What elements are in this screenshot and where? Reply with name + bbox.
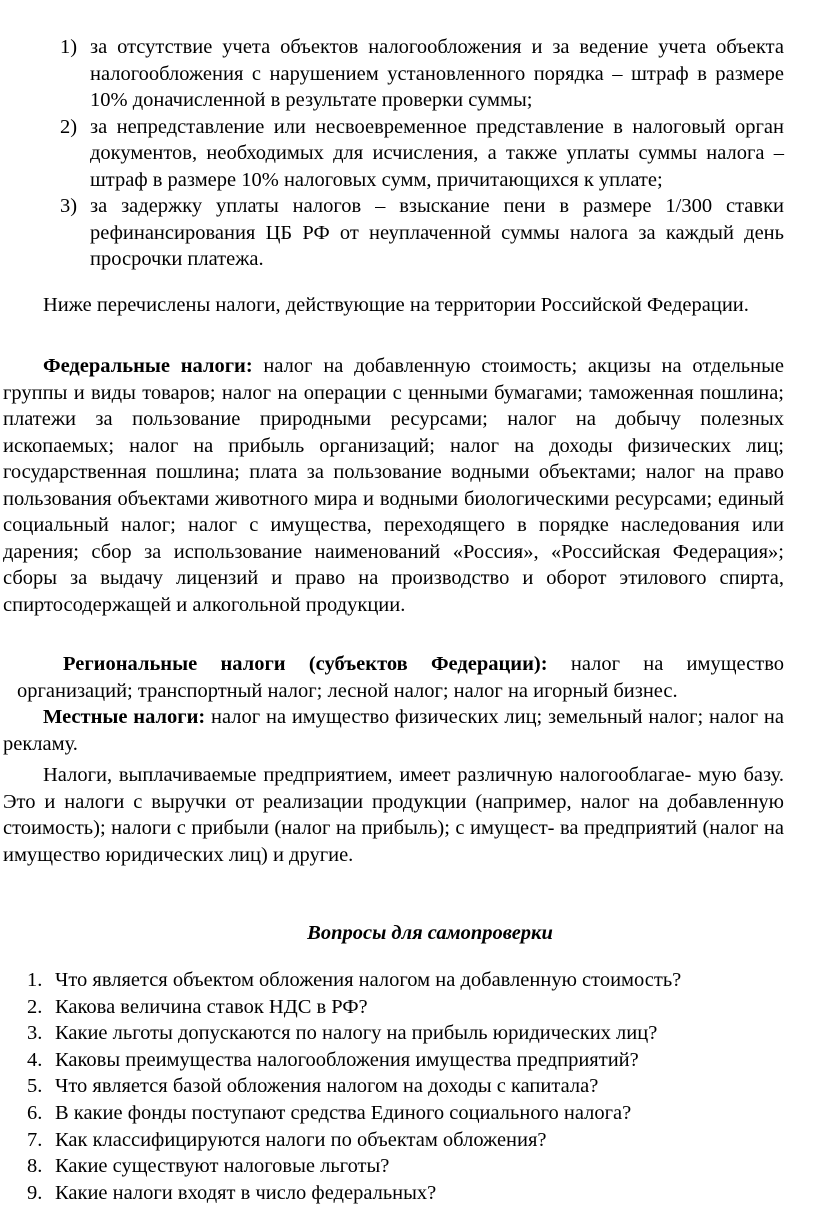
question-item bbox=[27, 1127, 787, 1154]
penalties-list bbox=[60, 34, 784, 273]
question-number: 5. bbox=[27, 1075, 43, 1098]
question-item bbox=[27, 994, 787, 1021]
local-taxes-text: налог на имущество физических лиц; земельный налог; налог на рекламу. bbox=[3, 706, 784, 755]
list-item-text: за отсутствие учета объектов налогообложения и за ведение учета объекта налогообложения с нарушением установленного порядка – штраф в размере 10% доначисленной в результате проверки суммы; bbox=[90, 36, 784, 111]
question-text: Каковы преимущества налогообложения имущества предприятий? bbox=[55, 1048, 639, 1071]
federal-taxes-text: налог на добавленную стоимость; акцизы на отдельные группы и виды товаров; налог на операции с ценными бумагами; таможенная пошлина; платежи за пользование природными ресурсами; налог на добычу полезных ископаемых; налог на прибыль организаций; налог на доходы физических лиц; государственная пошлина; плата за пользование водными объектами; налог на право пользования объектами животного мира и водными биологическими ресурсами; единый социальный налог; налог с имущества, переходящего в порядке наследования или дарения; сбор за использование наименований «Россия», «Российская Федерация»; сборы за выдачу лицензий и право на производство и оборот этилового спирта, спиртосодержащей и алкогольной продукции. bbox=[3, 355, 784, 616]
local-taxes-label: Местные налоги: bbox=[43, 706, 206, 728]
question-text: Что является объектом обложения налогом на добавленную стоимость? bbox=[55, 969, 682, 991]
list-item-text: за задержку уплаты налогов – взыскание пени в размере 1/300 ставки рефинансирования ЦБ РФ от неуплаченной суммы налога за каждый день просрочки платежа. bbox=[90, 195, 784, 270]
question-number: 6. bbox=[27, 1101, 43, 1124]
list-item bbox=[60, 114, 784, 194]
federal-taxes-paragraph bbox=[3, 353, 784, 618]
list-item-text: за непредставление или несвоевременное представление в налоговый орган документов, необходимых для исчисления, а также уплаты суммы налога – штраф в размере 10% налоговых сумм, причитающихся к уплате; bbox=[90, 115, 784, 191]
question-number: 8. bbox=[27, 1155, 43, 1178]
tax-base-paragraph: Налоги, выплачиваемые предприятием, имеет различную налогооблагае- мую базу. Это и налоги с выручки от реализации продукции (например, налог на добавленную стоимость); налоги с прибыли (налог на прибыль); с имущест- ва предприятий (налог на имущество юридических лиц) и другие. bbox=[3, 764, 784, 866]
question-number: 4. bbox=[27, 1048, 43, 1071]
question-item bbox=[27, 1073, 787, 1100]
federal-taxes-label: Федеральные налоги: bbox=[43, 355, 253, 377]
list-item-number: 3) bbox=[60, 195, 78, 217]
question-number: 3. bbox=[27, 1022, 43, 1045]
regional-taxes-text: налог на имущество организаций; транспортный налог; лесной налог; налог на игорный бизнес. bbox=[17, 653, 784, 702]
question-item bbox=[27, 1100, 787, 1127]
question-text: Какие налоги входят в число федеральных? bbox=[55, 1181, 437, 1204]
question-number: 1. bbox=[27, 969, 43, 991]
question-text: Как классифицируются налоги по объектам обложения? bbox=[55, 1128, 547, 1151]
list-item bbox=[60, 34, 784, 114]
list-item-number: 1) bbox=[60, 36, 78, 58]
questions-list bbox=[27, 967, 787, 1206]
question-number: 2. bbox=[27, 995, 43, 1018]
question-item bbox=[27, 1047, 787, 1074]
question-text: Какова величина ставок НДС в РФ? bbox=[55, 995, 368, 1018]
intro-paragraph: Ниже перечислены налоги, действующие на территории Российской Федерации. bbox=[43, 294, 749, 316]
question-item bbox=[27, 1020, 787, 1047]
question-number: 9. bbox=[27, 1181, 43, 1204]
question-text: Какие существуют налоговые льготы? bbox=[55, 1155, 390, 1178]
question-text: Какие льготы допускаются по налогу на прибыль юридических лиц? bbox=[55, 1022, 658, 1045]
regional-taxes-label: Региональные налоги (субъектов Федерации): bbox=[63, 653, 548, 675]
question-text: В какие фонды поступают средства Единого социального налога? bbox=[55, 1101, 632, 1124]
question-item bbox=[27, 1180, 787, 1206]
question-text: Что является базой обложения налогом на доходы с капитала? bbox=[55, 1075, 599, 1098]
questions-heading: Вопросы для самопроверки bbox=[307, 922, 553, 944]
question-item bbox=[27, 1153, 787, 1180]
question-item bbox=[27, 967, 787, 994]
list-item bbox=[60, 193, 784, 273]
local-taxes-paragraph bbox=[3, 704, 784, 757]
list-item-number: 2) bbox=[60, 115, 78, 138]
question-number: 7. bbox=[27, 1128, 43, 1151]
regional-taxes-paragraph bbox=[17, 651, 784, 704]
